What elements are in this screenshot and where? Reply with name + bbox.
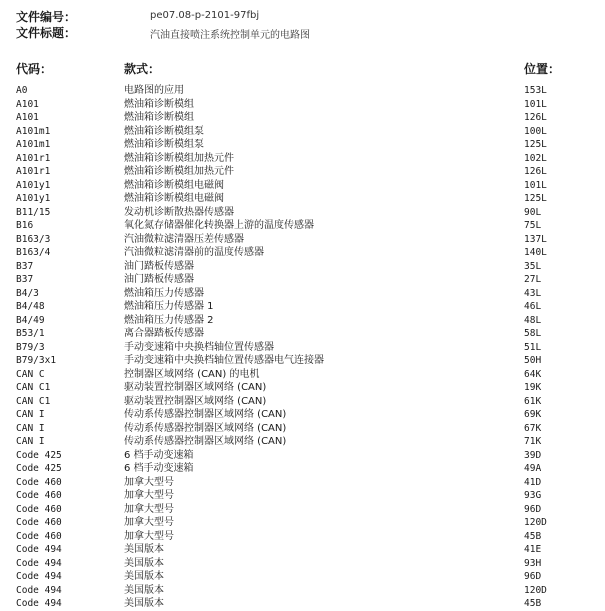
doc-number-label: 文件编号：: [16, 10, 77, 24]
row-description: 传动系传感器控制器区域网络 (CAN): [124, 436, 287, 447]
row-code: A101r1: [16, 166, 51, 177]
row-position: 96D: [524, 571, 542, 582]
row-code: B79/3: [16, 341, 45, 353]
row-code: Code 494: [16, 584, 62, 596]
row-code: Code 460: [16, 490, 62, 501]
row-code: B53/1: [16, 328, 45, 339]
row-description: 控制器区域网络 (CAN) 的电机: [124, 368, 260, 380]
row-description: 美国版本: [124, 571, 164, 582]
row-description: 燃油箱诊断模组电磁阀: [124, 179, 224, 191]
row-code: B79/3x1: [16, 355, 57, 366]
row-description: 燃油箱诊断模组加热元件: [124, 166, 234, 177]
row-code: Code 425: [16, 463, 62, 474]
row-description: 油门踏板传感器: [124, 260, 194, 272]
table-row: [0, 260, 605, 274]
row-position: 102L: [524, 152, 547, 164]
row-position: 93G: [524, 490, 542, 501]
row-description: 6 档手动变速箱: [124, 449, 194, 461]
row-description: 汽油微粒滤清器前的温度传感器: [124, 247, 264, 258]
row-description: 美国版本: [124, 584, 164, 596]
table-row: [0, 206, 605, 220]
table-row: [0, 368, 605, 382]
table-row: [0, 111, 605, 125]
table-row: [0, 354, 605, 368]
row-code: A101r1: [16, 152, 51, 164]
row-description: 汽油微粒滤清器压差传感器: [124, 233, 244, 245]
table-row: [0, 327, 605, 341]
row-position: 126L: [524, 166, 547, 177]
doc-title-value: 汽油直接喷注系统控制单元的电路图: [150, 30, 310, 41]
row-code: A101m1: [16, 125, 51, 137]
row-code: CAN I: [16, 422, 45, 434]
parts-table: [0, 84, 605, 611]
row-code: Code 494: [16, 598, 62, 609]
row-code: CAN I: [16, 409, 45, 420]
row-position: 51L: [524, 341, 542, 353]
row-code: A101m1: [16, 139, 51, 150]
row-position: 48L: [524, 314, 542, 326]
row-code: Code 494: [16, 571, 62, 582]
row-code: Code 494: [16, 557, 62, 569]
table-row: [0, 584, 605, 598]
table-row: [0, 125, 605, 139]
table-row: [0, 287, 605, 301]
row-code: A101y1: [16, 193, 51, 204]
row-description: 加拿大型号: [124, 490, 174, 501]
row-code: Code 460: [16, 517, 62, 528]
table-row: [0, 219, 605, 233]
row-description: 美国版本: [124, 598, 164, 609]
row-code: B37: [16, 274, 34, 285]
table-row: [0, 395, 605, 409]
row-position: 19K: [524, 382, 542, 393]
table-row: [0, 314, 605, 328]
table-row: [0, 246, 605, 260]
row-description: 电路图的应用: [124, 85, 184, 96]
table-row: [0, 530, 605, 544]
row-position: 50H: [524, 355, 542, 366]
row-position: 69K: [524, 409, 542, 420]
row-position: 101L: [524, 179, 547, 191]
row-position: 43L: [524, 287, 542, 299]
row-description: 美国版本: [124, 544, 164, 555]
row-code: A101: [16, 112, 39, 123]
row-position: 41E: [524, 544, 542, 555]
row-position: 67K: [524, 422, 542, 434]
row-description: 燃油箱压力传感器 2: [124, 314, 214, 326]
row-code: CAN I: [16, 436, 45, 447]
table-row: [0, 165, 605, 179]
table-row: [0, 341, 605, 355]
row-position: 90L: [524, 206, 542, 218]
row-position: 120D: [524, 517, 547, 528]
row-code: CAN C: [16, 368, 45, 380]
row-description: 燃油箱诊断模组: [124, 98, 194, 110]
row-position: 39D: [524, 449, 542, 461]
row-position: 41D: [524, 476, 542, 488]
row-code: Code 460: [16, 503, 62, 515]
row-code: B163/3: [16, 233, 51, 245]
row-code: B4/48: [16, 301, 45, 312]
row-position: 96D: [524, 503, 542, 515]
row-position: 100L: [524, 125, 547, 137]
row-position: 71K: [524, 436, 542, 447]
column-header-code: 代码：: [16, 62, 53, 76]
row-description: 传动系传感器控制器区域网络 (CAN): [124, 422, 287, 434]
row-position: 137L: [524, 233, 547, 245]
row-position: 27L: [524, 274, 542, 285]
table-row: [0, 381, 605, 395]
table-row: [0, 435, 605, 449]
row-description: 燃油箱诊断模组电磁阀: [124, 193, 224, 204]
column-header-pos: 位置：: [524, 62, 561, 76]
table-row: [0, 138, 605, 152]
row-code: Code 425: [16, 449, 62, 461]
table-row: [0, 449, 605, 463]
column-header-desc: 款式：: [124, 62, 161, 76]
row-description: 离合器踏板传感器: [124, 328, 204, 339]
table-row: [0, 516, 605, 530]
row-position: 35L: [524, 260, 542, 272]
row-position: 125L: [524, 193, 547, 204]
row-description: 驱动装置控制器区域网络 (CAN): [124, 395, 267, 407]
row-description: 油门踏板传感器: [124, 274, 194, 285]
table-row: [0, 233, 605, 247]
row-position: 58L: [524, 328, 542, 339]
row-code: A101y1: [16, 179, 51, 191]
row-description: 加拿大型号: [124, 530, 174, 542]
row-description: 加拿大型号: [124, 503, 174, 515]
row-description: 燃油箱诊断模组泵: [124, 125, 204, 137]
row-position: 120D: [524, 584, 547, 596]
row-code: CAN C1: [16, 395, 51, 407]
row-code: B11/15: [16, 206, 51, 218]
row-description: 发动机诊断散热器传感器: [124, 206, 234, 218]
table-row: [0, 476, 605, 490]
row-description: 燃油箱压力传感器: [124, 287, 204, 299]
row-position: 75L: [524, 220, 542, 231]
table-row: [0, 489, 605, 503]
row-position: 45B: [524, 598, 542, 609]
table-row: [0, 462, 605, 476]
row-code: Code 460: [16, 476, 62, 488]
doc-title-label: 文件标题：: [16, 26, 77, 40]
row-code: B16: [16, 220, 34, 231]
table-row: [0, 300, 605, 314]
row-position: 126L: [524, 112, 547, 123]
row-description: 氧化氮存储器催化转换器上游的温度传感器: [124, 220, 314, 231]
row-description: 手动变速箱中央换档轴位置传感器电气连接器: [124, 355, 324, 366]
row-description: 燃油箱诊断模组: [124, 112, 194, 123]
table-row: [0, 273, 605, 287]
row-description: 加拿大型号: [124, 476, 174, 488]
row-description: 燃油箱诊断模组加热元件: [124, 152, 234, 164]
row-code: B4/3: [16, 287, 39, 299]
row-position: 61K: [524, 395, 542, 407]
table-row: [0, 503, 605, 517]
row-position: 64K: [524, 368, 542, 380]
row-description: 加拿大型号: [124, 517, 174, 528]
table-row: [0, 570, 605, 584]
doc-title-row: [16, 24, 76, 41]
row-code: B4/49: [16, 314, 45, 326]
row-position: 46L: [524, 301, 542, 312]
row-description: 传动系传感器控制器区域网络 (CAN): [124, 409, 287, 420]
row-description: 美国版本: [124, 557, 164, 569]
row-position: 49A: [524, 463, 542, 474]
row-code: CAN C1: [16, 382, 51, 393]
row-position: 140L: [524, 247, 547, 258]
row-description: 6 档手动变速箱: [124, 463, 194, 474]
table-row: [0, 422, 605, 436]
row-description: 手动变速箱中央换档轴位置传感器: [124, 341, 274, 353]
doc-number-value: pe07.08-p-2101-97fbj: [150, 10, 260, 21]
table-row: [0, 84, 605, 98]
doc-number-row: [16, 8, 76, 25]
row-description: 驱动装置控制器区域网络 (CAN): [124, 382, 267, 393]
row-position: 125L: [524, 139, 547, 150]
row-code: B163/4: [16, 247, 51, 258]
row-code: B37: [16, 260, 34, 272]
row-description: 燃油箱压力传感器 1: [124, 301, 214, 312]
table-row: [0, 543, 605, 557]
table-row: [0, 98, 605, 112]
table-row: [0, 557, 605, 571]
row-code: Code 460: [16, 530, 62, 542]
row-position: 93H: [524, 557, 542, 569]
row-position: 45B: [524, 530, 542, 542]
row-code: Code 494: [16, 544, 62, 555]
row-code: A101: [16, 98, 39, 110]
row-code: A0: [16, 85, 28, 96]
table-row: [0, 192, 605, 206]
table-row: [0, 152, 605, 166]
row-position: 153L: [524, 85, 547, 96]
row-description: 燃油箱诊断模组泵: [124, 139, 204, 150]
row-position: 101L: [524, 98, 547, 110]
table-row: [0, 179, 605, 193]
table-row: [0, 408, 605, 422]
